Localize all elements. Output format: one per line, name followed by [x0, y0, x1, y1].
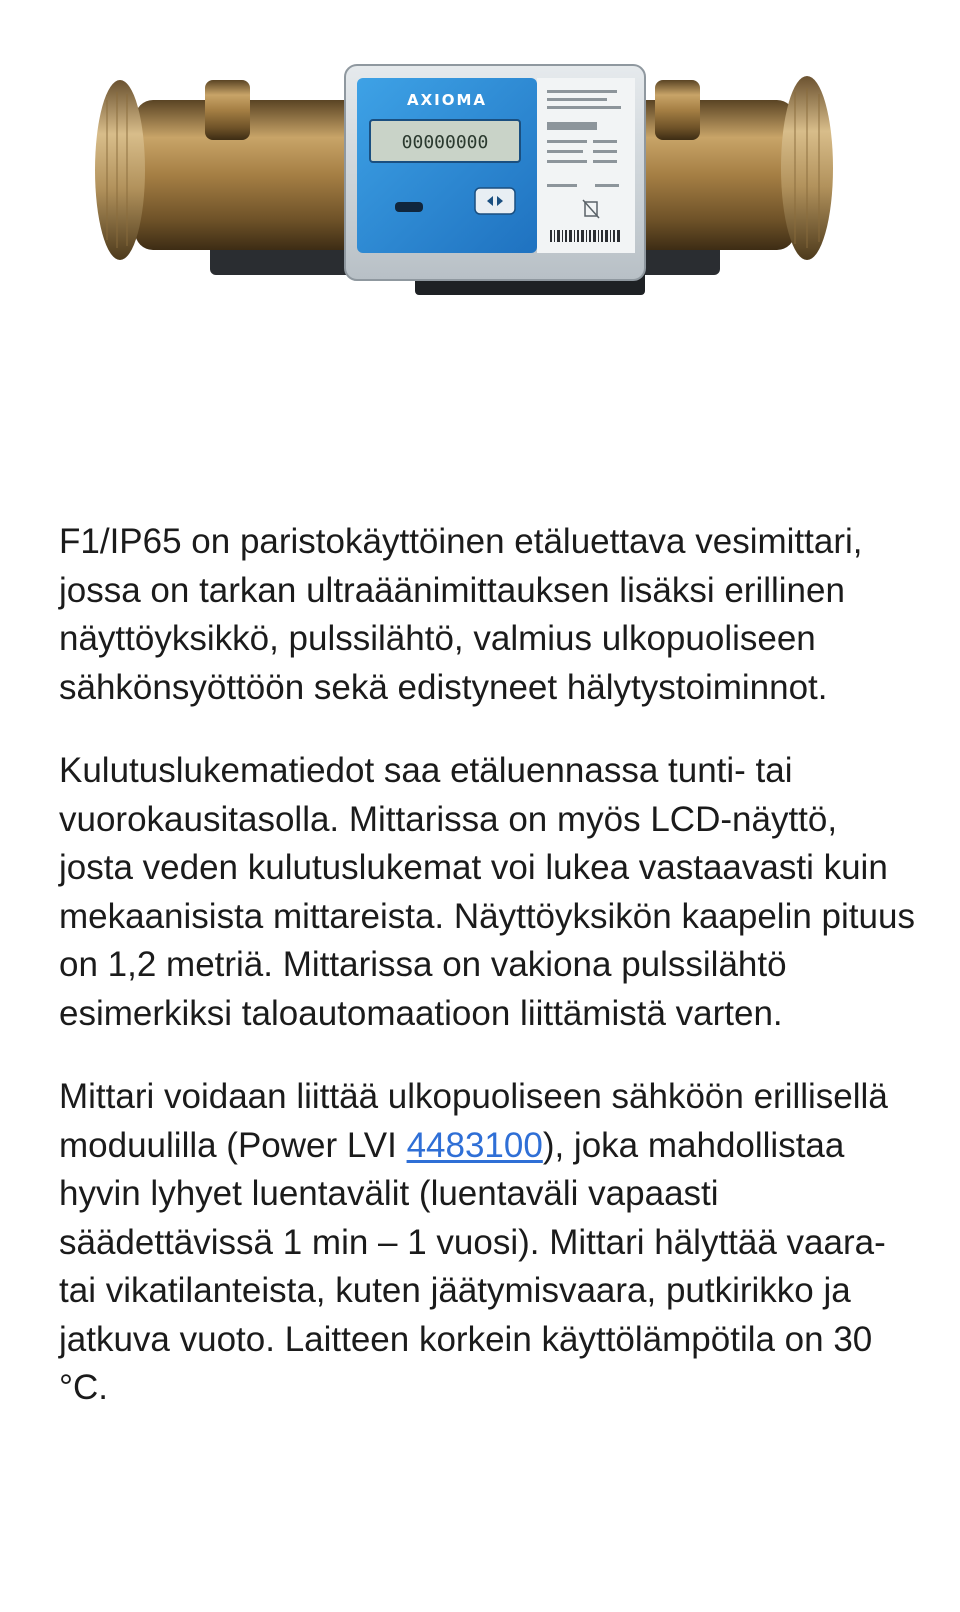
description-paragraph-3: [59, 1073, 919, 1413]
product-description: [59, 518, 919, 1448]
paragraph-3-text-start: Mittari voidaan liittää ulkopuoliseen sähköön erillisellä moduulilla (Power LVI: [59, 1077, 888, 1165]
spec-label: [537, 78, 635, 253]
brand-label: AXIOMA: [406, 91, 488, 109]
optical-sensor: [395, 202, 423, 212]
end-cap-left: [95, 80, 145, 260]
description-paragraph-2: Kulutuslukematiedot saa etäluennassa tunti- tai vuorokausitasolla. Mittarissa on myös LCD-näyttö, josta veden kulutuslukemat voi lukea vastaavasti kuin mekaanisista mittareista. Näyttöyksikön kaapelin pituus on 1,2 metriä. Mittarissa on vakiona pulssilähtö esimerkiksi taloautomaatioon liittämistä varten.: [59, 751, 915, 1033]
paragraph-3-text-end: ), joka mahdollistaa hyvin lyhyet luentavälit (luentaväli vapaasti säädettävissä 1 min – 1 vuosi). Mittari hälyttää vaara- tai vikatilanteista, kuten jäätymisvaara, putkirikko ja jatkuva vuoto. Laitteen korkein käyttölämpötila on 30 °C.: [59, 1125, 886, 1407]
lcd-reading: 00000000: [401, 132, 489, 153]
power-lvi-product-link[interactable]: 4483100: [406, 1125, 543, 1165]
water-meter-image: [95, 60, 835, 320]
scroll-button: [475, 188, 515, 214]
description-paragraph-1: F1/IP65 on paristokäyttöinen etäluettava vesimittari, jossa on tarkan ultraäänimittauksen lisäksi erillinen näyttöyksikkö, pulssilähtö, valmius ulkopuoliseen sähkönsyöttöön sekä edistyneet hälytystoiminnot.: [59, 522, 863, 707]
